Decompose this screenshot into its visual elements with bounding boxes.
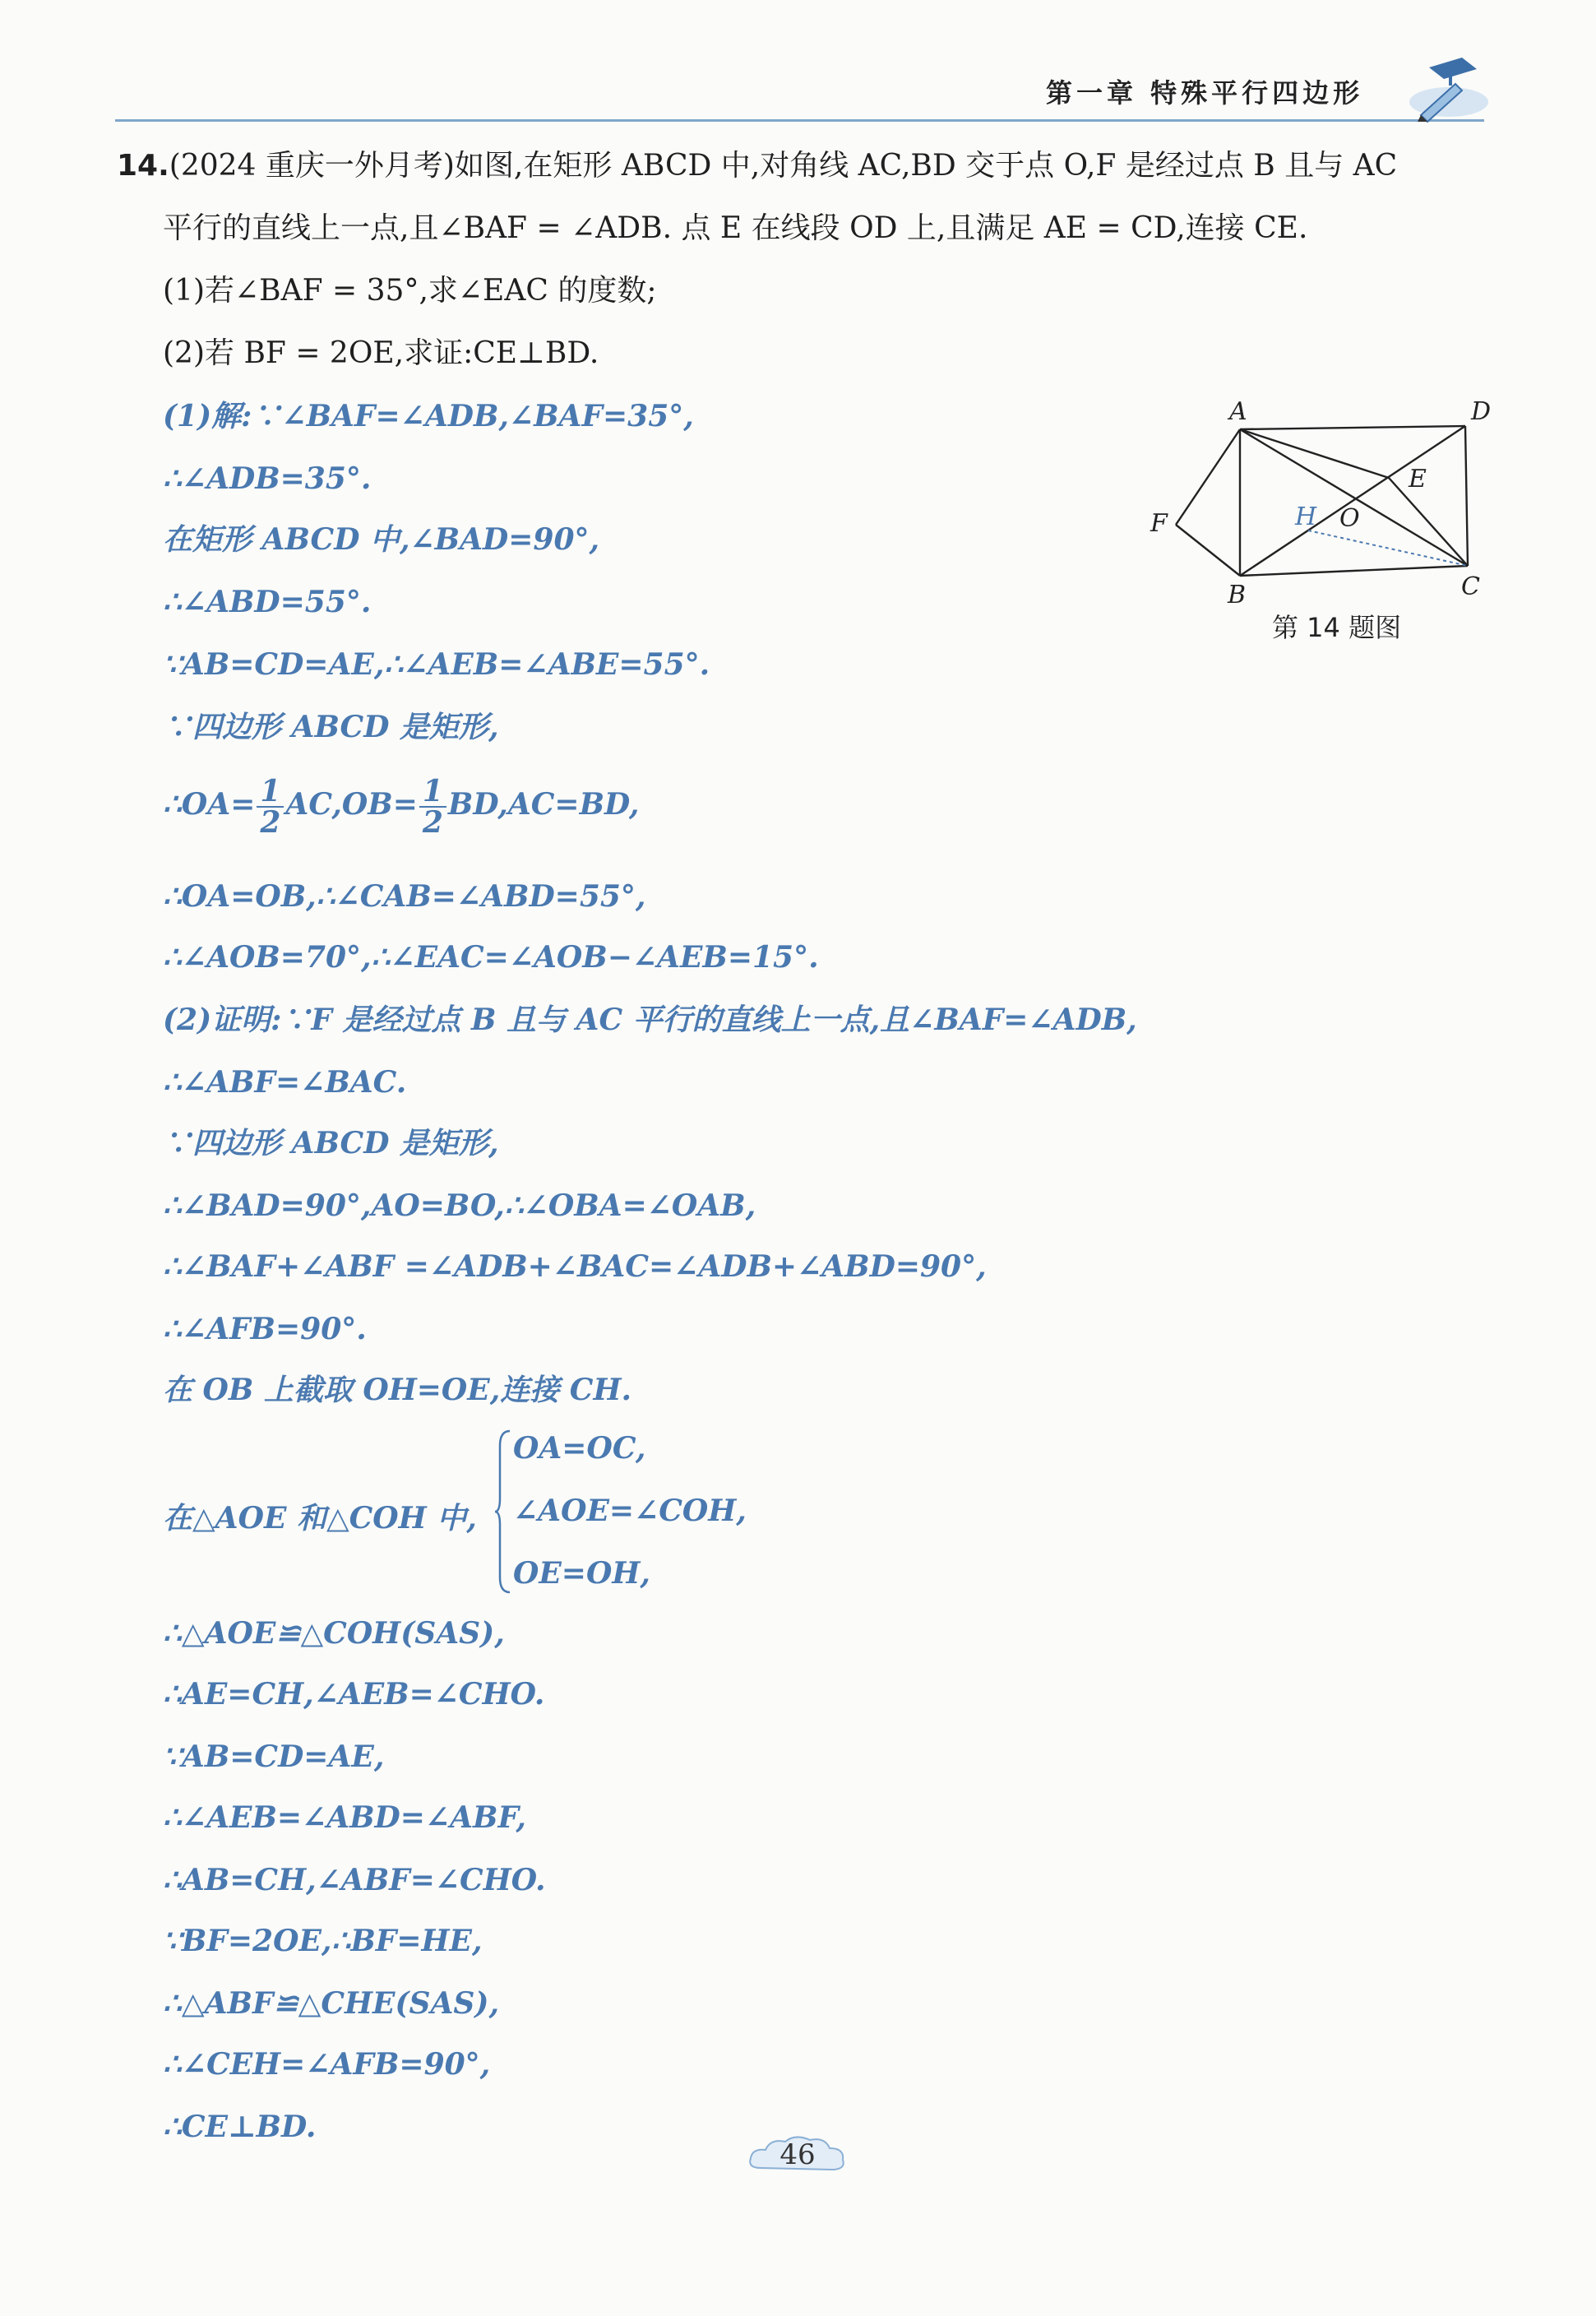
solution-line: ∴∠ABD=55°. [163,585,372,619]
solution-line: 在 OB 上截取 OH=OE,连接 CH. [163,1373,631,1407]
solution-line: (2)证明:∵F 是经过点 B 且与 AC 平行的直线上一点,且∠BAF=∠ADB, [163,1003,1137,1037]
solution-line: ∴∠ADB=35°. [163,461,372,496]
fraction-denominator: 2 [260,805,281,840]
label-O: O [1339,504,1360,533]
solution-line: ∴∠AFB=90°. [163,1312,367,1346]
solution-line: ∴△AOE≌△COH(SAS), [163,1616,505,1651]
solution-line: ∴CE⊥BD. [163,2110,317,2144]
fraction-denominator: 2 [422,805,443,840]
diagonal-AC [1240,429,1468,566]
solution-line: ∵BF=2OE,∴BF=HE, [163,1924,483,1958]
left-brace-icon [495,1429,511,1594]
solution-line: 在矩形 ABCD 中,∠BAD=90°, [163,522,600,557]
page-number: 46 [779,2138,816,2171]
system-equation: OA=OC, [513,1431,646,1466]
header-rule [115,119,1484,122]
solution-text: BD,AC=BD, [447,787,640,822]
fraction-numerator: 1 [257,776,284,808]
segment-HC-dashed [1308,530,1468,566]
solution-line: ∴∠CEH=∠AFB=90°, [163,2047,491,2082]
chapter-title: 第一章 特殊平行四边形 [1046,77,1364,109]
segment-AE [1240,429,1389,478]
pencil-cap-icon [1398,51,1497,125]
segment-CB [1240,566,1468,576]
solution-line: ∴AB=CH,∠ABF=∠CHO. [163,1863,546,1897]
solution-line: ∴△ABF≌△CHE(SAS), [163,1986,499,2021]
label-H: H [1295,503,1317,531]
solution-line: ∴AE=CH,∠AEB=∠CHO. [163,1677,545,1712]
problem-text-1: (2024 重庆一外月考)如图,在矩形 ABCD 中,对角线 AC,BD 交于点 O,F 是经过点 B 且与 AC [169,149,1398,183]
congruence-system [163,1424,821,1597]
problem-part-2: (2)若 BF = 2OE,求证:CE⊥BD. [163,336,599,370]
label-E: E [1409,465,1427,493]
system-lead: 在△AOE 和△COH 中, [163,1501,477,1536]
fraction [419,774,446,840]
segment-EC [1389,478,1468,566]
system-equation: OE=OH, [513,1556,650,1591]
fraction-numerator: 1 [419,776,446,808]
fraction [257,774,284,840]
solution-line: (1)解:∵∠BAF=∠ADB,∠BAF=35°, [163,399,694,433]
label-C: C [1461,572,1480,601]
label-F: F [1150,509,1168,538]
solution-line: ∴∠AEB=∠ABD=∠ABF, [163,1800,526,1835]
solution-text: AC,OB= [285,787,418,822]
label-B: B [1228,581,1247,609]
label-A: A [1229,397,1247,426]
solution-line: ∴∠BAF+∠ABF =∠ADB+∠BAC=∠ADB+∠ABD=90°, [163,1249,987,1284]
solution-line: ∴∠BAD=90°,AO=BO,∴∠OBA=∠OAB, [163,1188,756,1223]
problem-number: 14. [117,149,169,183]
solution-line: ∵四边形 ABCD 是矩形, [163,710,499,744]
figure-caption: 第 14 题图 [1272,612,1402,643]
solution-text: ∴OA= [163,787,256,822]
solution-line: ∵四边形 ABCD 是矩形, [163,1126,499,1160]
segment-DC [1465,426,1468,566]
solution-line-with-fractions [163,774,640,840]
segment-AD [1240,426,1465,429]
segment-AF [1176,429,1240,525]
segment-FB [1176,525,1240,576]
page-number-badge [744,2132,851,2181]
solution-line: ∴∠AOB=70°,∴∠EAC=∠AOB−∠AEB=15°. [163,940,819,975]
problem-part-1: (1)若∠BAF = 35°,求∠EAC 的度数; [163,274,657,308]
solution-line: ∴∠ABF=∠BAC. [163,1065,407,1100]
system-equation: ∠AOE=∠COH, [513,1494,747,1528]
label-D: D [1471,397,1492,426]
problem-line-1 [117,150,1397,183]
solution-line: ∴OA=OB,∴∠CAB=∠ABD=55°, [163,879,646,914]
problem-line-2: 平行的直线上一点,且∠BAF = ∠ADB. 点 E 在线段 OD 上,且满足 AE = CD,连接 CE. [163,211,1308,245]
solution-line: ∵AB=CD=AE, [163,1739,385,1774]
solution-line: ∵AB=CD=AE,∴∠AEB=∠ABE=55°. [163,647,710,682]
